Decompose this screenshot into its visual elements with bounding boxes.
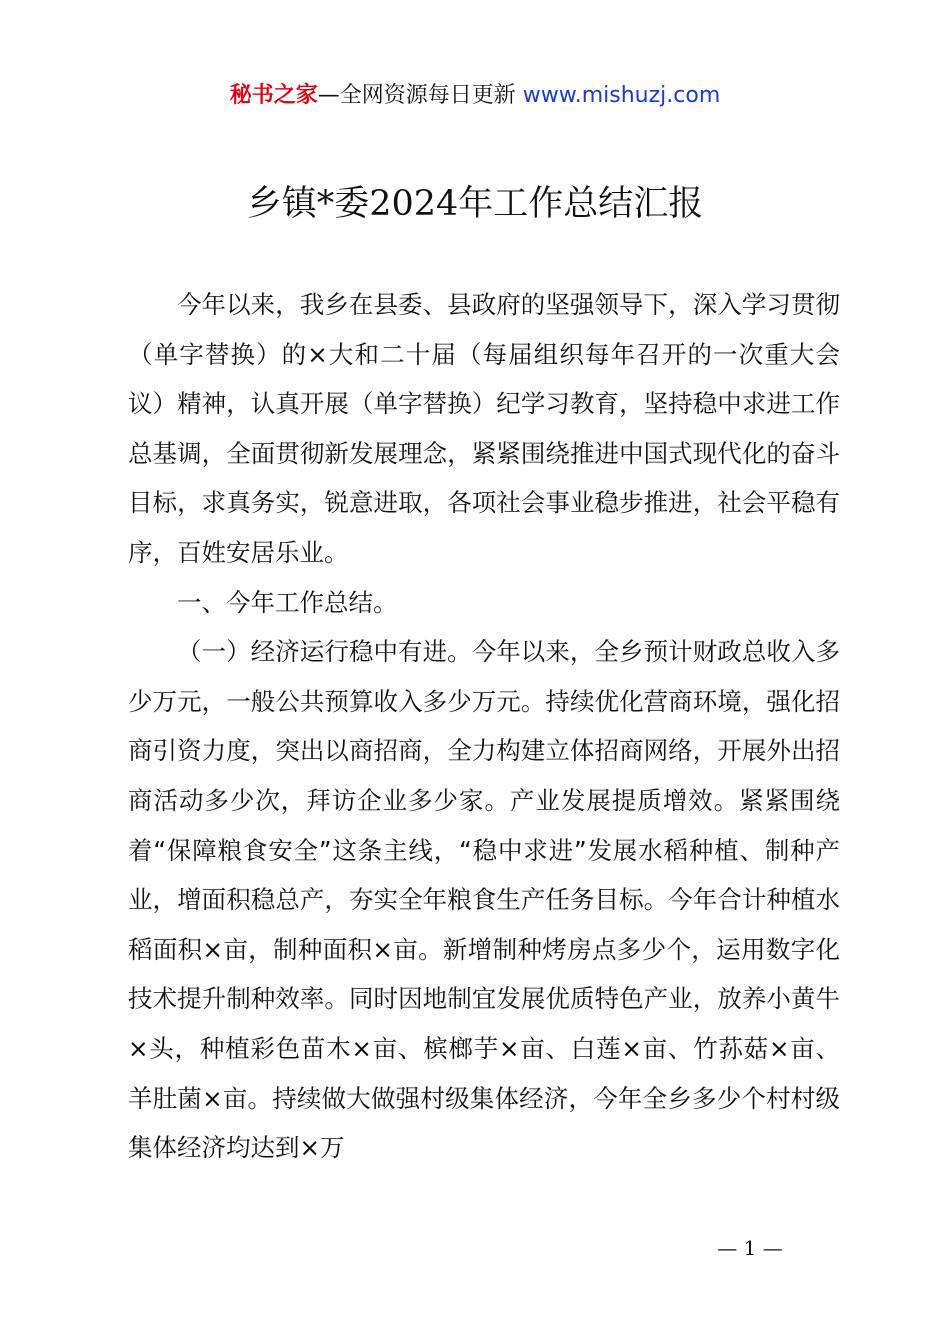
- site-tagline: —全网资源每日更新: [317, 83, 523, 108]
- site-banner: [0, 80, 950, 112]
- site-url-link[interactable]: www.mishuzj.com: [522, 83, 721, 108]
- paragraph-economy: （一）经济运行稳中有进。今年以来，全乡预计财政总收入多少万元，一般公共预算收入多少万元。持续优化营商环境，强化招商引资力度，突出以商招商，全力构建立体招商网络，开展外出招商活动多少次，拜访企业多少家。产业发展提质增效。紧紧围绕着“保障粮食安全”这条主线，“稳中求进”发展水稻种植、制种产业，增面积稳总产，夯实全年粮食生产任务目标。今年合计种植水稻面积×亩，制种面积×亩。新增制种烤房点多少个，运用数字化技术提升制种效率。同时因地制宜发展优质特色产业，放养小黄牛×头，种植彩色苗木×亩、槟榔芋×亩、白莲×亩、竹荪菇×亩、羊肚菌×亩。持续做大做强村级集体经济，今年全乡多少个村村级集体经济均达到×万: [128, 637, 840, 1163]
- site-brand: 秘书之家: [229, 83, 318, 108]
- page-number: — 1 —: [717, 1236, 783, 1260]
- document-title: 乡镇*委2024年工作总结汇报: [246, 184, 704, 224]
- document-body: [128, 280, 840, 1173]
- paragraph-intro: 今年以来，我乡在县委、县政府的坚强领导下，深入学习贯彻（单字替换）的×大和二十届（每届组织每年召开的一次重大会议）精神，认真开展（单字替换）纪学习教育，坚持稳中求进工作总基调，全面贯彻新发展理念，紧紧围绕推进中国式现代化的奋斗目标，求真务实，锐意进取，各项社会事业稳步推进，社会平稳有序，百姓安居乐业。: [128, 290, 840, 567]
- section-heading: 一、今年工作总结。: [177, 587, 398, 617]
